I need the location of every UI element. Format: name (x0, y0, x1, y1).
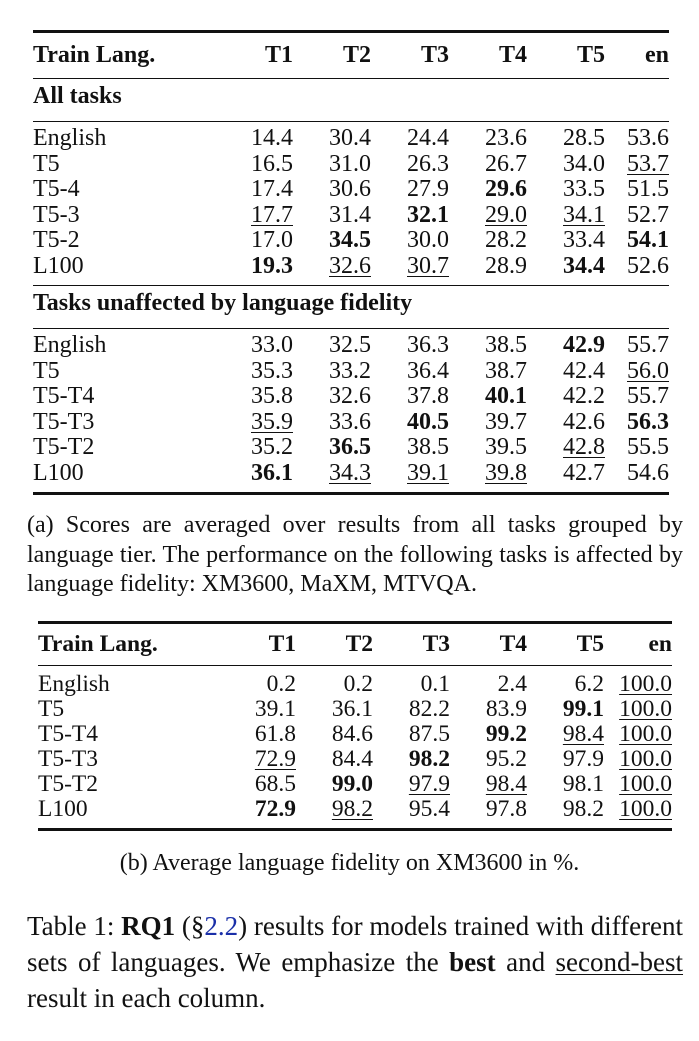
cell-value: 23.6 (485, 125, 527, 151)
cell-value: 37.8 (407, 383, 449, 409)
table-cell (450, 747, 527, 772)
caption-rq: RQ1 (121, 911, 176, 941)
section-reference-link[interactable]: 2.2 (204, 911, 239, 941)
column-header-t4: T4 (498, 41, 527, 68)
cell-value: 24.4 (407, 125, 449, 151)
column-header-t2: T2 (342, 41, 371, 68)
table-cell (373, 722, 450, 747)
table-cell (373, 797, 450, 822)
cell-value: 97.9 (562, 746, 604, 772)
second-best-value: 100.0 (619, 796, 672, 822)
column-header-train-lang: Train Lang. (38, 631, 158, 657)
table-cell (604, 672, 672, 697)
table-row (33, 384, 669, 410)
cell-value: 16.5 (251, 150, 293, 177)
table-cell (200, 697, 296, 722)
table-cell (527, 359, 605, 385)
caption-text-3: result in each column. (27, 983, 266, 1013)
best-value: 40.5 (407, 408, 449, 435)
table-cell (371, 177, 449, 203)
second-best-value: 30.7 (407, 252, 449, 279)
cell-value: 17.4 (251, 176, 293, 202)
table-cell (449, 152, 527, 178)
table-cell (193, 333, 293, 359)
cell-value: 32.5 (329, 332, 371, 358)
row-label: T5-3 (33, 201, 80, 228)
table-cell (293, 254, 371, 280)
table-cell (293, 461, 371, 487)
table-row (33, 435, 669, 461)
section-title: All tasks (33, 83, 122, 110)
row-label: T5-T2 (38, 771, 99, 797)
cell-value: 32.6 (329, 383, 371, 409)
rule-row (38, 822, 672, 830)
cell-value: 68.5 (254, 771, 296, 797)
table-cell (373, 697, 450, 722)
header-row (33, 32, 669, 79)
table-cell (605, 152, 669, 178)
table-cell (604, 722, 672, 747)
table-cell (604, 772, 672, 797)
row-label: T5-T3 (33, 408, 95, 435)
table-cell (200, 747, 296, 772)
table-cell (293, 152, 371, 178)
cell-value: 82.2 (408, 696, 450, 722)
best-value: 19.3 (251, 252, 293, 279)
table-cell (450, 697, 527, 722)
table-cell (450, 672, 527, 697)
cell-value: 55.7 (627, 383, 669, 409)
table-cell (605, 333, 669, 359)
table-cell (604, 747, 672, 772)
cell-value: 42.7 (563, 459, 605, 486)
table-cell (371, 228, 449, 254)
table-cell (296, 747, 373, 772)
table-cell (193, 384, 293, 410)
table-cell (293, 228, 371, 254)
cell-value: 42.6 (563, 408, 605, 435)
table-row (33, 333, 669, 359)
cell-value: 36.1 (331, 696, 373, 722)
table-row (33, 203, 669, 229)
table-cell (296, 672, 373, 697)
rule-row (33, 486, 669, 494)
table-cell (527, 203, 605, 229)
cell-value: 36.3 (407, 332, 449, 358)
table-cell (527, 797, 604, 822)
second-best-value: 29.0 (485, 201, 527, 228)
table-row (38, 722, 672, 747)
table-cell (527, 772, 604, 797)
table-cell (450, 797, 527, 822)
table-cell (449, 228, 527, 254)
table-cell (527, 228, 605, 254)
best-value: 99.0 (331, 771, 373, 797)
rule-row (33, 494, 669, 496)
table-cell (193, 461, 293, 487)
second-best-value: 56.0 (627, 357, 669, 384)
table-cell (527, 333, 605, 359)
rule-row (38, 830, 672, 832)
rule-cell (33, 494, 669, 496)
table-cell (373, 747, 450, 772)
best-value: 56.3 (627, 408, 669, 435)
table-row (33, 126, 669, 152)
cell-value: 2.4 (497, 671, 527, 697)
table-row (33, 254, 669, 280)
table-cell (296, 797, 373, 822)
second-best-value: 39.1 (407, 459, 449, 486)
table-cell (371, 203, 449, 229)
table-cell (605, 359, 669, 385)
cell-value: 0.1 (420, 671, 450, 697)
table-cell (605, 228, 669, 254)
row-label: L100 (33, 252, 84, 279)
table-cell (527, 410, 605, 436)
column-header-t1: T1 (264, 41, 293, 68)
subcaption-a: (a) Scores are averaged over results from all tasks grouped by language tier. The performance on the following tasks is affected by language fidelity: XM3600, MaXM, MTVQA. (27, 512, 683, 597)
cell-value: 38.5 (407, 434, 449, 460)
second-best-value: 39.8 (485, 459, 527, 486)
second-best-value: 34.1 (563, 201, 605, 228)
caption-text-2: and (506, 947, 546, 977)
table-cell (605, 410, 669, 436)
table-row (38, 747, 672, 772)
table-row (38, 797, 672, 822)
table-cell (200, 797, 296, 822)
table-cell (296, 772, 373, 797)
second-best-value: 98.4 (485, 771, 527, 797)
second-best-value: 98.4 (562, 721, 604, 747)
row-label: T5-T2 (33, 434, 95, 460)
row-label: English (33, 125, 107, 151)
best-value: 34.5 (329, 227, 371, 253)
second-best-value: 35.9 (251, 408, 293, 435)
row-label: English (33, 332, 107, 358)
best-value: 40.1 (485, 383, 527, 409)
results-table-b (38, 621, 672, 831)
cell-value: 33.0 (251, 332, 293, 358)
cell-value: 98.2 (562, 796, 604, 822)
best-value: 99.1 (562, 696, 604, 722)
table-row (33, 410, 669, 436)
cell-value: 6.2 (574, 671, 604, 697)
second-best-value: 100.0 (619, 746, 672, 772)
row-label: T5-T4 (33, 383, 95, 409)
cell-value: 30.6 (329, 176, 371, 202)
cell-value: 0.2 (266, 671, 296, 697)
cell-value: 26.7 (485, 150, 527, 177)
table-cell (527, 152, 605, 178)
cell-value: 61.8 (254, 721, 296, 747)
cell-value: 39.1 (254, 696, 296, 722)
cell-value: 17.0 (251, 227, 293, 253)
row-label: T5-4 (33, 176, 80, 202)
best-value: 54.1 (627, 227, 669, 253)
table-cell (293, 410, 371, 436)
cell-value: 28.5 (563, 125, 605, 151)
column-header-t3: T3 (422, 631, 450, 657)
cell-value: 95.4 (408, 796, 450, 822)
table-cell (193, 177, 293, 203)
table-cell (527, 126, 605, 152)
table-cell (373, 672, 450, 697)
table-cell (449, 461, 527, 487)
table-cell (605, 203, 669, 229)
cell-value: 34.0 (563, 150, 605, 177)
cell-value: 87.5 (408, 721, 450, 747)
table-cell (604, 697, 672, 722)
header-row (38, 623, 672, 666)
cell-value: 42.4 (563, 357, 605, 384)
table-cell (296, 722, 373, 747)
table-cell (293, 177, 371, 203)
table-row (38, 672, 672, 697)
cell-value: 39.5 (485, 434, 527, 460)
table-cell (605, 254, 669, 280)
table-cell (293, 126, 371, 152)
table-cell (605, 384, 669, 410)
cell-value: 30.4 (329, 125, 371, 151)
cell-value: 55.5 (627, 434, 669, 460)
best-value: 29.6 (485, 176, 527, 202)
column-header-t1: T1 (268, 631, 296, 657)
table-cell (449, 410, 527, 436)
cell-value: 83.9 (485, 696, 527, 722)
table-cell (371, 359, 449, 385)
table-row (38, 772, 672, 797)
row-label: T5 (33, 357, 60, 384)
second-best-value: 98.2 (331, 796, 373, 822)
table-cell (450, 722, 527, 747)
subcaption-b: (b) Average language fidelity on XM3600 in %. (119, 850, 580, 876)
cell-value: 26.3 (407, 150, 449, 177)
caption-ref-open: (§ (181, 911, 205, 941)
table-cell (293, 333, 371, 359)
second-best-value: 53.7 (627, 150, 669, 177)
caption-ref-close: ) (238, 911, 248, 941)
table-cell (449, 384, 527, 410)
table-cell (605, 126, 669, 152)
results-table-b-body (38, 623, 672, 832)
table-cell (193, 359, 293, 385)
cell-value: 54.6 (627, 459, 669, 486)
row-label: T5 (38, 696, 65, 722)
table-cell (605, 435, 669, 461)
row-label: English (38, 671, 110, 697)
section-header-row (33, 286, 669, 329)
cell-value: 30.0 (407, 227, 449, 253)
rule-cell (38, 830, 672, 832)
table-cell (193, 435, 293, 461)
table-cell (605, 461, 669, 487)
table-cell (371, 152, 449, 178)
second-best-value: 34.3 (329, 459, 371, 486)
table-cell (200, 722, 296, 747)
table-cell (450, 772, 527, 797)
table-cell (293, 203, 371, 229)
cell-value: 35.2 (251, 434, 293, 460)
results-table-a-body (33, 32, 669, 496)
column-header-t5: T5 (576, 41, 605, 68)
table-row (33, 152, 669, 178)
table-cell (293, 384, 371, 410)
best-value: 36.5 (329, 434, 371, 460)
column-header-t5: T5 (576, 631, 604, 657)
section-title: Tasks unaffected by language fidelity (33, 290, 413, 317)
best-value: 72.9 (254, 796, 296, 822)
cell-value: 97.8 (485, 796, 527, 822)
cell-value: 35.8 (251, 383, 293, 409)
cell-value: 31.0 (329, 150, 371, 177)
cell-value: 84.6 (331, 721, 373, 747)
table-cell (449, 177, 527, 203)
caption-second-best: second-best (555, 947, 684, 977)
table-cell (293, 435, 371, 461)
column-header-t4: T4 (499, 631, 527, 657)
row-label: T5 (33, 150, 60, 177)
best-value: 42.9 (563, 332, 605, 358)
row-label: L100 (33, 459, 84, 486)
rule-cell (33, 486, 669, 494)
table-cell (527, 177, 605, 203)
column-header-en: en (648, 631, 672, 657)
caption-text-1: results for models trained with different sets of languages. We emphasize the (27, 911, 684, 977)
table-cell (200, 772, 296, 797)
column-header-t2: T2 (345, 631, 373, 657)
table-cell (371, 410, 449, 436)
cell-value: 14.4 (251, 125, 293, 151)
table-cell (193, 152, 293, 178)
cell-value: 0.2 (343, 671, 373, 697)
cell-value: 51.5 (627, 176, 669, 202)
table-cell (449, 254, 527, 280)
second-best-value: 17.7 (251, 201, 293, 228)
second-best-value: 100.0 (619, 721, 672, 747)
table-cell (527, 722, 604, 747)
cell-value: 33.5 (563, 176, 605, 202)
best-value: 32.1 (407, 201, 449, 228)
second-best-value: 100.0 (619, 671, 672, 697)
table-cell (449, 435, 527, 461)
row-label: T5-2 (33, 227, 80, 253)
cell-value: 52.7 (627, 201, 669, 228)
results-table-a (33, 30, 669, 495)
cell-value: 95.2 (485, 746, 527, 772)
table-cell (527, 461, 605, 487)
table-cell (371, 384, 449, 410)
table-cell (193, 228, 293, 254)
best-value: 36.1 (251, 459, 293, 486)
column-header-en: en (645, 41, 669, 68)
table-cell (449, 333, 527, 359)
caption-label: Table 1: (27, 911, 115, 941)
table-cell (527, 384, 605, 410)
cell-value: 42.2 (563, 383, 605, 409)
cell-value: 35.3 (251, 357, 293, 384)
table-row (33, 359, 669, 385)
cell-value: 36.4 (407, 357, 449, 384)
column-header-train-lang: Train Lang. (33, 41, 156, 68)
table-cell (527, 254, 605, 280)
cell-value: 33.2 (329, 357, 371, 384)
table-cell (449, 126, 527, 152)
table-cell (371, 333, 449, 359)
table-cell (193, 126, 293, 152)
cell-value: 39.7 (485, 408, 527, 435)
table-cell (371, 254, 449, 280)
table-cell (371, 126, 449, 152)
table-cell (193, 254, 293, 280)
second-best-value: 97.9 (408, 771, 450, 797)
section-header-row (33, 79, 669, 122)
caption-best: best (449, 947, 496, 977)
table-cell (200, 672, 296, 697)
second-best-value: 100.0 (619, 696, 672, 722)
table-cell (604, 797, 672, 822)
cell-value: 27.9 (407, 176, 449, 202)
best-value: 34.4 (563, 252, 605, 279)
second-best-value: 42.8 (563, 434, 605, 460)
cell-value: 38.5 (485, 332, 527, 358)
cell-value: 55.7 (627, 332, 669, 358)
table-caption (27, 908, 683, 1016)
table-cell (193, 410, 293, 436)
cell-value: 31.4 (329, 201, 371, 228)
table-cell (449, 359, 527, 385)
table-cell (193, 203, 293, 229)
table-cell (527, 697, 604, 722)
table-cell (371, 461, 449, 487)
cell-value: 38.7 (485, 357, 527, 384)
cell-value: 84.4 (331, 746, 373, 772)
best-value: 99.2 (485, 721, 527, 747)
best-value: 98.2 (408, 746, 450, 772)
table-cell (293, 359, 371, 385)
table-cell (371, 435, 449, 461)
table-cell (527, 435, 605, 461)
cell-value: 33.6 (329, 408, 371, 435)
second-best-value: 72.9 (254, 746, 296, 772)
table-row (33, 228, 669, 254)
cell-value: 52.6 (627, 252, 669, 279)
cell-value: 28.2 (485, 227, 527, 253)
table-cell (527, 672, 604, 697)
column-header-t3: T3 (420, 41, 449, 68)
table-cell (527, 747, 604, 772)
table-cell (605, 177, 669, 203)
cell-value: 33.4 (563, 227, 605, 253)
cell-value: 28.9 (485, 252, 527, 279)
table-row (33, 461, 669, 487)
table-cell (449, 203, 527, 229)
row-label: T5-T3 (38, 746, 99, 772)
cell-value: 98.1 (562, 771, 604, 797)
table-row (33, 177, 669, 203)
row-label: L100 (38, 796, 88, 822)
table-row (38, 697, 672, 722)
cell-value: 53.6 (627, 125, 669, 151)
rule-cell (38, 822, 672, 830)
row-label: T5-T4 (38, 721, 99, 747)
table-cell (296, 697, 373, 722)
table-cell (373, 772, 450, 797)
second-best-value: 100.0 (619, 771, 672, 797)
second-best-value: 32.6 (329, 252, 371, 279)
